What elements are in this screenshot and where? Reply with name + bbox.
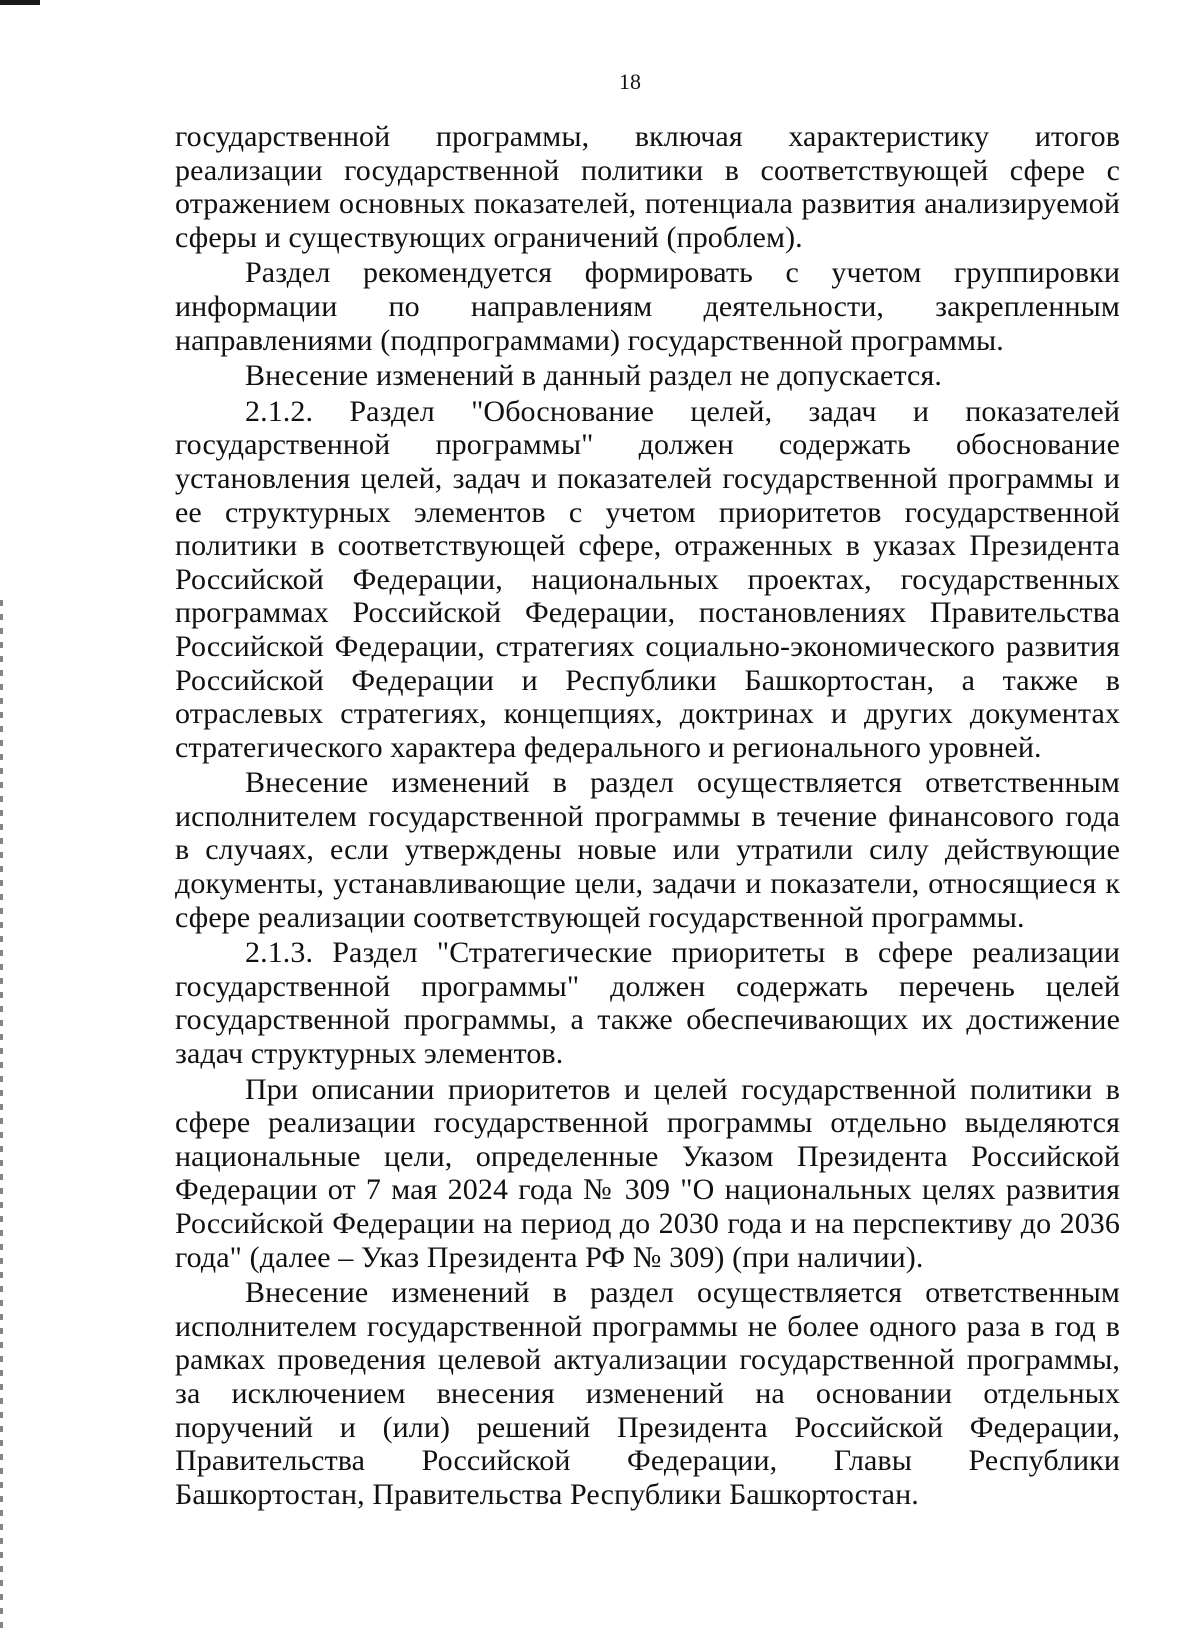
- paragraph-section-2-1-2: 2.1.2. Раздел "Обоснование целей, задач и показателей государственной программы" должен содержать обоснование установления целей, задач и показателей государственной программы и ее структурных элементов с учетом приоритетов государственной политики в соответствующей сфере, отраженных в указах Президента Российской Федерации, национальных проектах, государственных программах Российской Федерации, постановлениях Правительства Российской Федерации, стратегиях социально-экономического развития Российской Федерации и Республики Башкортостан, а также в отраслевых стратегиях, концепциях, доктринах и других документах стратегического характера федерального и регионального уровней.: [175, 394, 1120, 764]
- paragraph-continuation: государственной программы, включая характеристику итогов реализации государственной политики в соответствующей сфере с отражением основных показателей, потенциала развития анализируемой сферы и существующих ограничений (проблем).: [175, 120, 1120, 254]
- paragraph: Внесение изменений в раздел осуществляется ответственным исполнителем государственной программы в течение финансового года в случаях, если утверждены новые или утратили силу действующие документы, устанавливающие цели, задачи и показатели, относящиеся к сфере реализации соответствующей государственной программы.: [175, 766, 1120, 934]
- scan-edge: [0, 600, 3, 1632]
- paragraph: Раздел рекомендуется формировать с учетом группировки информации по направлениям деятельности, закрепленным направлениями (подпрограммами) государственной программы.: [175, 256, 1120, 357]
- paragraph-section-2-1-3: 2.1.3. Раздел "Стратегические приоритеты в сфере реализации государственной программы" должен содержать перечень целей государственной программы, а также обеспечивающих их достижение задач структурных элементов.: [175, 936, 1120, 1071]
- paragraph: Внесение изменений в данный раздел не допускается.: [245, 359, 942, 393]
- paragraph: Внесение изменений в раздел осуществляется ответственным исполнителем государственной программы не более одного раза в год в рамках проведения целевой актуализации государственной программы, за исключением внесения изменений на основании отдельных поручений и (или) решений Президента Российской Федерации, Правительства Российской Федерации, Главы Республики Башкортостан, Правительства Республики Башкортостан.: [175, 1276, 1120, 1511]
- page-number: 18: [619, 69, 641, 94]
- document-body: [175, 120, 1120, 1513]
- paragraph: При описании приоритетов и целей государственной политики в сфере реализации государственной программы отдельно выделяются национальные цели, определенные Указом Президента Российской Федерации от 7 мая 2024 года № 309 "О национальных целях развития Российской Федерации на период до 2030 года и на перспективу до 2036 года" (далее – Указ Президента РФ № 309) (при наличии).: [175, 1072, 1120, 1274]
- scan-mark: [0, 0, 40, 5]
